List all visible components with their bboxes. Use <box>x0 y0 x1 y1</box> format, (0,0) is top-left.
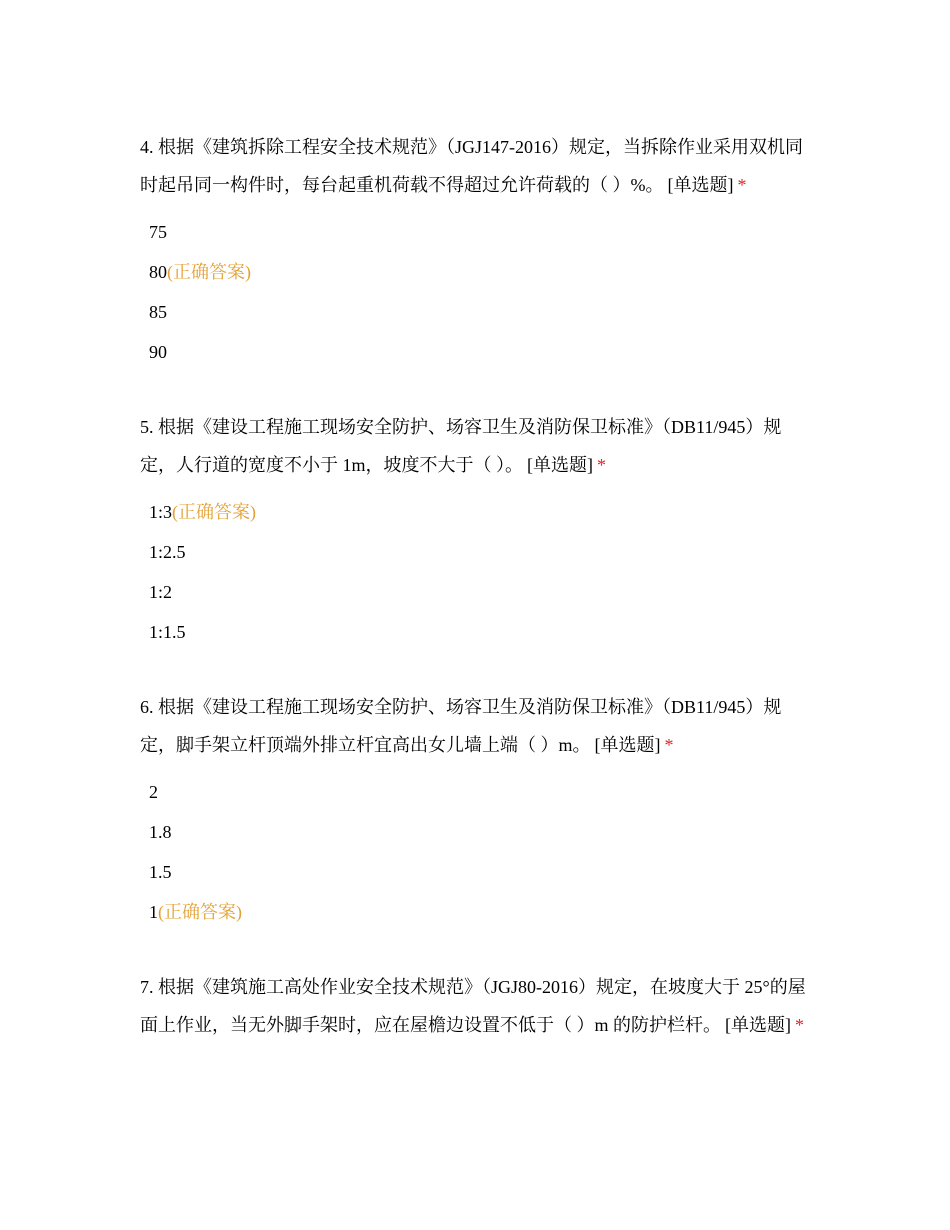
option-item[interactable] <box>140 212 810 252</box>
question-text: 5. 根据《建设工程施工现场安全防护、场容卫生及消防保卫标准》（DB11/945）规定，人行道的宽度不小于 1m，坡度不大于（ ）。 <box>140 417 782 475</box>
option-item[interactable] <box>140 892 810 932</box>
option-item[interactable] <box>140 772 810 812</box>
option-item[interactable] <box>140 612 810 652</box>
option-text: 1:2.5 <box>149 542 186 562</box>
question-text: 4. 根据《建筑拆除工程安全技术规范》（JGJ147-2016）规定，当拆除作业采用双机同时起吊同一构件时，每台起重机荷载不得超过允许荷载的（ ）%。 <box>140 137 803 195</box>
question-title <box>140 408 810 484</box>
option-list <box>140 212 810 372</box>
option-text: 1:3 <box>149 502 173 522</box>
question-7 <box>140 968 810 1044</box>
required-star: * <box>664 735 674 755</box>
question-title <box>140 968 810 1044</box>
option-text: 1 <box>149 902 158 922</box>
option-item[interactable] <box>140 492 810 532</box>
question-title <box>140 688 810 764</box>
question-type: [单选题] <box>527 455 593 475</box>
correct-answer-mark: (正确答案) <box>158 902 242 922</box>
required-star: * <box>737 175 747 195</box>
option-text: 2 <box>149 782 158 802</box>
question-type: [单选题] <box>725 1015 791 1035</box>
question-5 <box>140 408 810 652</box>
question-4 <box>140 128 810 372</box>
option-list <box>140 772 810 932</box>
option-text: 1:1.5 <box>149 622 186 642</box>
question-text: 6. 根据《建设工程施工现场安全防护、场容卫生及消防保卫标准》（DB11/945）规定，脚手架立杆顶端外排立杆宜高出女儿墙上端（ ）m。 <box>140 697 782 755</box>
required-star: * <box>795 1015 804 1035</box>
option-text: 90 <box>149 342 167 362</box>
option-text: 1:2 <box>149 582 173 602</box>
question-6 <box>140 688 810 932</box>
option-item[interactable] <box>140 852 810 892</box>
option-item[interactable] <box>140 572 810 612</box>
question-type: [单选题] <box>594 735 661 755</box>
option-list <box>140 492 810 652</box>
option-text: 80 <box>149 262 167 282</box>
option-item[interactable] <box>140 252 810 292</box>
option-item[interactable] <box>140 292 810 332</box>
option-item[interactable] <box>140 532 810 572</box>
question-text: 7. 根据《建筑施工高处作业安全技术规范》（JGJ80-2016）规定，在坡度大于 25°的屋面上作业，当无外脚手架时，应在屋檐边设置不低于（ ）m 的防护栏杆。 <box>140 977 806 1035</box>
option-text: 75 <box>149 222 167 242</box>
question-title <box>140 128 810 204</box>
correct-answer-mark: (正确答案) <box>167 262 251 282</box>
option-text: 85 <box>149 302 167 322</box>
option-item[interactable] <box>140 332 810 372</box>
correct-answer-mark: (正确答案) <box>172 502 257 522</box>
question-type: [单选题] <box>667 175 734 195</box>
option-text: 1.5 <box>149 862 172 882</box>
option-item[interactable] <box>140 812 810 852</box>
option-text: 1.8 <box>149 822 172 842</box>
required-star: * <box>597 455 606 475</box>
